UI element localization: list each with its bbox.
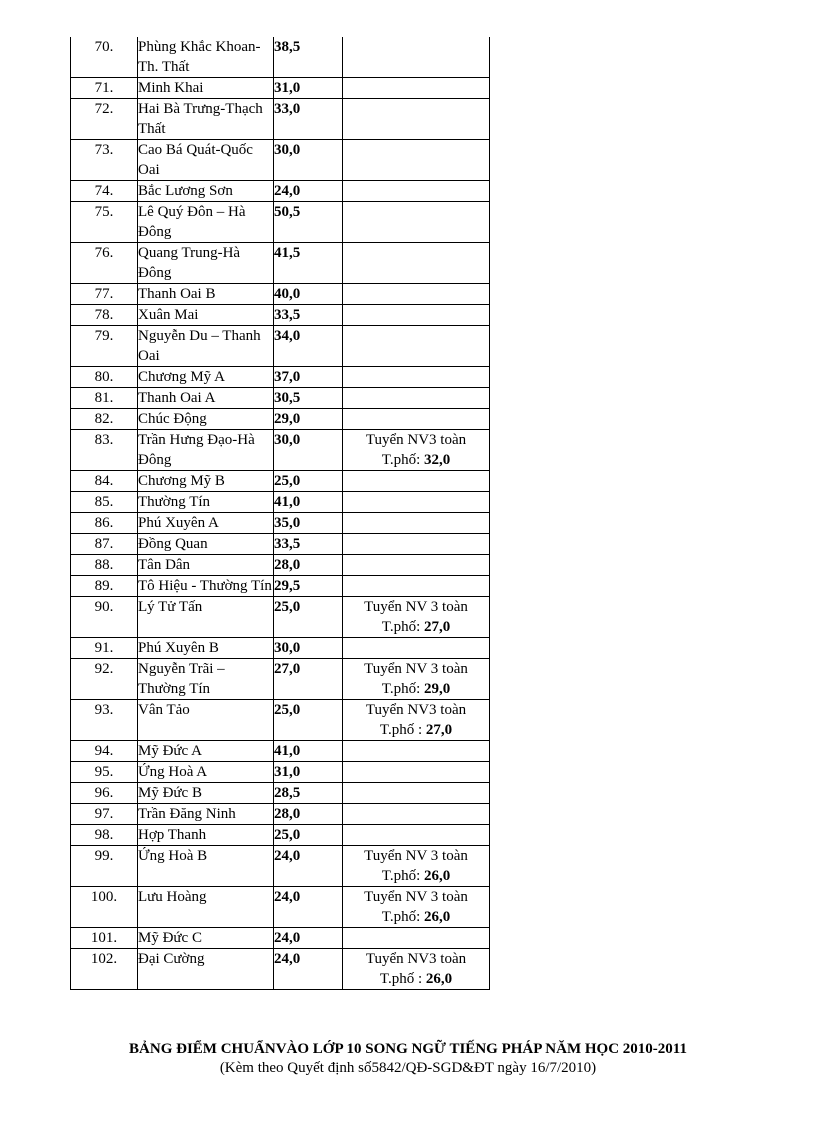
note-cell: [343, 492, 490, 513]
school-name: Phùng Khắc Khoan-Th. Thất: [138, 37, 274, 78]
note-cell: [343, 949, 490, 990]
school-name: Trần Hưng Đạo-Hà Đông: [138, 430, 274, 471]
note-cell: [343, 513, 490, 534]
table-row: [71, 659, 490, 700]
note-cell: [343, 181, 490, 202]
note-cell: [343, 37, 490, 78]
note-cell: [343, 471, 490, 492]
cutoff-score: 24,0: [274, 181, 343, 202]
table-row: [71, 949, 490, 990]
note-city-line: [343, 720, 489, 740]
school-name: Ứng Hoà A: [138, 762, 274, 783]
school-name: Tân Dân: [138, 555, 274, 576]
note-cell: [343, 284, 490, 305]
note-cell: [343, 638, 490, 659]
school-name: Phú Xuyên A: [138, 513, 274, 534]
table-row: [71, 492, 490, 513]
note-cell: [343, 928, 490, 949]
note-score: 26,0: [423, 868, 451, 884]
cutoff-score: 25,0: [274, 597, 343, 638]
row-number: 71.: [71, 78, 138, 99]
cutoff-score: 31,0: [274, 78, 343, 99]
cutoff-score: 29,5: [274, 576, 343, 597]
row-number: 78.: [71, 305, 138, 326]
note-score: 29,0: [423, 681, 451, 697]
table-row: [71, 388, 490, 409]
cutoff-score: 24,0: [274, 887, 343, 928]
cutoff-score: 31,0: [274, 762, 343, 783]
table-row: [71, 887, 490, 928]
cutoff-score: 24,0: [274, 949, 343, 990]
cutoff-score: 41,0: [274, 741, 343, 762]
table-row: [71, 804, 490, 825]
note-cell: [343, 597, 490, 638]
note-cell: [343, 202, 490, 243]
school-name: Lê Quý Đôn – Hà Đông: [138, 202, 274, 243]
table-row: [71, 326, 490, 367]
note-cell: [343, 430, 490, 471]
cutoff-score: 38,5: [274, 37, 343, 78]
row-number: 87.: [71, 534, 138, 555]
school-name: Minh Khai: [138, 78, 274, 99]
note-cell: [343, 804, 490, 825]
note-cell: [343, 388, 490, 409]
note-score: 26,0: [425, 971, 453, 987]
table-row: [71, 409, 490, 430]
table-row: [71, 202, 490, 243]
table-row: [71, 555, 490, 576]
note-cell: [343, 409, 490, 430]
note-city-label: T.phố:: [381, 681, 424, 697]
school-name: Phú Xuyên B: [138, 638, 274, 659]
table-row: [71, 576, 490, 597]
row-number: 97.: [71, 804, 138, 825]
cutoff-score: 41,5: [274, 243, 343, 284]
note-line: Tuyển NV3 toàn: [365, 702, 467, 718]
row-number: 77.: [71, 284, 138, 305]
row-number: 96.: [71, 783, 138, 804]
row-number: 91.: [71, 638, 138, 659]
table-row: [71, 430, 490, 471]
row-number: 93.: [71, 700, 138, 741]
school-name: Tô Hiệu - Thường Tín: [138, 576, 274, 597]
table-row: [71, 471, 490, 492]
note-city-line: [343, 866, 489, 886]
note-score: 32,0: [423, 452, 451, 468]
row-number: 70.: [71, 37, 138, 78]
score-table: [70, 37, 490, 990]
school-name: Lý Tử Tấn: [138, 597, 274, 638]
cutoff-score: 29,0: [274, 409, 343, 430]
school-name: Đồng Quan: [138, 534, 274, 555]
school-name: Hợp Thanh: [138, 825, 274, 846]
school-name: Ứng Hoà B: [138, 846, 274, 887]
row-number: 86.: [71, 513, 138, 534]
note-cell: [343, 659, 490, 700]
note-cell: [343, 741, 490, 762]
note-city-line: [343, 679, 489, 699]
note-city-label: T.phố:: [381, 619, 424, 635]
school-name: Đại Cường: [138, 949, 274, 990]
note-city-label: T.phố :: [379, 722, 426, 738]
row-number: 88.: [71, 555, 138, 576]
note-city-line: [343, 450, 489, 470]
note-city-line: [343, 907, 489, 927]
school-name: Mỹ Đức A: [138, 741, 274, 762]
row-number: 72.: [71, 99, 138, 140]
row-number: 82.: [71, 409, 138, 430]
school-name: Thanh Oai B: [138, 284, 274, 305]
table-row: [71, 37, 490, 78]
school-name: Nguyễn Trãi – Thường Tín: [138, 659, 274, 700]
table-row: [71, 367, 490, 388]
note-cell: [343, 326, 490, 367]
note-cell: [343, 825, 490, 846]
cutoff-score: 25,0: [274, 700, 343, 741]
cutoff-score: 50,5: [274, 202, 343, 243]
cutoff-score: 25,0: [274, 825, 343, 846]
note-cell: [343, 887, 490, 928]
table-row: [71, 700, 490, 741]
row-number: 89.: [71, 576, 138, 597]
school-name: Chúc Động: [138, 409, 274, 430]
cutoff-score: 25,0: [274, 471, 343, 492]
table-row: [71, 638, 490, 659]
row-number: 81.: [71, 388, 138, 409]
school-name: Mỹ Đức C: [138, 928, 274, 949]
row-number: 98.: [71, 825, 138, 846]
row-number: 100.: [71, 887, 138, 928]
school-name: Cao Bá Quát-Quốc Oai: [138, 140, 274, 181]
note-cell: [343, 700, 490, 741]
table-row: [71, 783, 490, 804]
cutoff-score: 33,5: [274, 534, 343, 555]
row-number: 79.: [71, 326, 138, 367]
row-number: 83.: [71, 430, 138, 471]
table-row: [71, 284, 490, 305]
table-body: [71, 37, 490, 990]
table-row: [71, 99, 490, 140]
note-cell: [343, 576, 490, 597]
note-cell: [343, 367, 490, 388]
table-row: [71, 928, 490, 949]
table-row: [71, 825, 490, 846]
cutoff-score: 41,0: [274, 492, 343, 513]
row-number: 102.: [71, 949, 138, 990]
table-row: [71, 513, 490, 534]
school-name: Chương Mỹ A: [138, 367, 274, 388]
cutoff-score: 33,5: [274, 305, 343, 326]
note-city-label: T.phố:: [381, 909, 424, 925]
note-city-label: T.phố:: [381, 868, 424, 884]
note-line: Tuyển NV 3 toàn: [364, 661, 468, 677]
cutoff-score: 30,0: [274, 140, 343, 181]
table-row: [71, 846, 490, 887]
row-number: 94.: [71, 741, 138, 762]
note-line: Tuyển NV 3 toàn: [364, 599, 468, 615]
school-name: Trần Đăng Ninh: [138, 804, 274, 825]
row-number: 85.: [71, 492, 138, 513]
document-title: BẢNG ĐIỂM CHUẨNVÀO LỚP 10 SONG NGỮ TIẾNG PHÁP NĂM HỌC 2010-2011: [129, 1041, 687, 1057]
cutoff-score: 30,0: [274, 430, 343, 471]
row-number: 90.: [71, 597, 138, 638]
note-city-label: T.phố:: [381, 452, 424, 468]
table-row: [71, 741, 490, 762]
school-name: Bắc Lương Sơn: [138, 181, 274, 202]
note-score: 27,0: [423, 619, 451, 635]
school-name: Thường Tín: [138, 492, 274, 513]
table-row: [71, 78, 490, 99]
table-row: [71, 762, 490, 783]
school-name: Hai Bà Trưng-Thạch Thất: [138, 99, 274, 140]
cutoff-score: 30,0: [274, 638, 343, 659]
row-number: 80.: [71, 367, 138, 388]
cutoff-score: 40,0: [274, 284, 343, 305]
table-row: [71, 243, 490, 284]
school-name: Nguyễn Du – Thanh Oai: [138, 326, 274, 367]
note-cell: [343, 762, 490, 783]
note-line: Tuyển NV3 toàn: [365, 432, 467, 448]
note-line: Tuyển NV 3 toàn: [364, 848, 468, 864]
note-cell: [343, 243, 490, 284]
cutoff-score: 27,0: [274, 659, 343, 700]
note-cell: [343, 534, 490, 555]
note-line: Tuyển NV3 toàn: [365, 951, 467, 967]
cutoff-score: 33,0: [274, 99, 343, 140]
note-line: Tuyển NV 3 toàn: [364, 889, 468, 905]
cutoff-score: 34,0: [274, 326, 343, 367]
note-cell: [343, 140, 490, 181]
row-number: 75.: [71, 202, 138, 243]
cutoff-score: 24,0: [274, 928, 343, 949]
row-number: 101.: [71, 928, 138, 949]
note-cell: [343, 99, 490, 140]
school-name: Mỹ Đức B: [138, 783, 274, 804]
cutoff-score: 28,0: [274, 804, 343, 825]
school-name: Xuân Mai: [138, 305, 274, 326]
table-row: [71, 597, 490, 638]
document-subtitle: (Kèm theo Quyết định số5842/QĐ-SGD&ĐT ngày 16/7/2010): [219, 1060, 597, 1076]
school-name: Quang Trung-Hà Đông: [138, 243, 274, 284]
row-number: 73.: [71, 140, 138, 181]
row-number: 95.: [71, 762, 138, 783]
row-number: 74.: [71, 181, 138, 202]
row-number: 99.: [71, 846, 138, 887]
note-score: 27,0: [425, 722, 453, 738]
row-number: 92.: [71, 659, 138, 700]
cutoff-score: 28,0: [274, 555, 343, 576]
table-row: [71, 181, 490, 202]
school-name: Vân Tảo: [138, 700, 274, 741]
note-cell: [343, 846, 490, 887]
note-cell: [343, 305, 490, 326]
note-cell: [343, 555, 490, 576]
school-name: Lưu Hoàng: [138, 887, 274, 928]
note-cell: [343, 783, 490, 804]
row-number: 76.: [71, 243, 138, 284]
school-name: Chương Mỹ B: [138, 471, 274, 492]
note-city-label: T.phố :: [379, 971, 426, 987]
table-row: [71, 305, 490, 326]
note-score: 26,0: [423, 909, 451, 925]
table-row: [71, 534, 490, 555]
cutoff-score: 35,0: [274, 513, 343, 534]
cutoff-score: 28,5: [274, 783, 343, 804]
note-cell: [343, 78, 490, 99]
cutoff-score: 30,5: [274, 388, 343, 409]
cutoff-score: 24,0: [274, 846, 343, 887]
row-number: 84.: [71, 471, 138, 492]
school-name: Thanh Oai A: [138, 388, 274, 409]
table-row: [71, 140, 490, 181]
note-city-line: [343, 969, 489, 989]
note-city-line: [343, 617, 489, 637]
cutoff-score: 37,0: [274, 367, 343, 388]
